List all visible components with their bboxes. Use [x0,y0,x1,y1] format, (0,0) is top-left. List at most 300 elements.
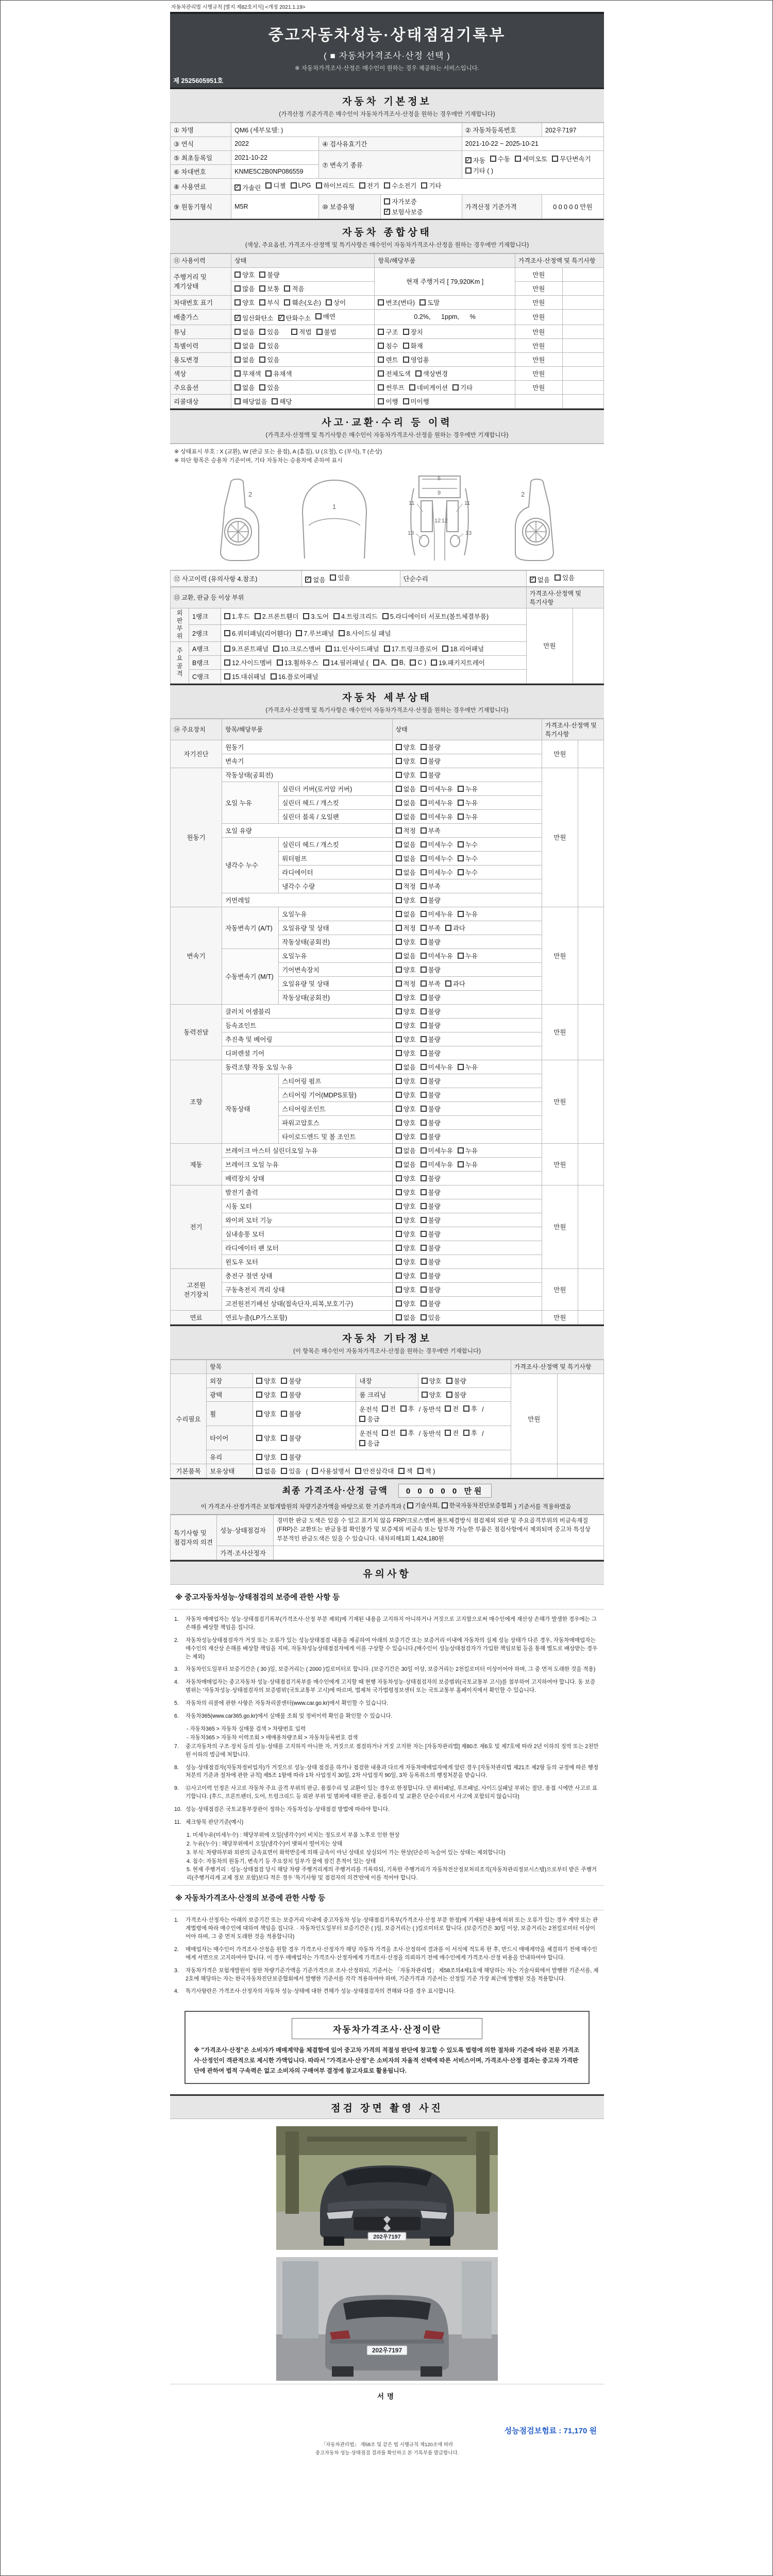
checkbox-양호[interactable] [256,1409,276,1418]
checkbox-썬루프[interactable] [378,383,404,392]
cell: ⑤ 최초등록일 [171,151,231,165]
cell: 기어변속장치 [279,962,392,976]
checkbox-영업용[interactable] [403,355,429,364]
checkbox-불량[interactable] [421,1188,441,1197]
checkbox-12.사이드멤버[interactable] [224,658,272,667]
checkbox-불량[interactable] [421,1215,441,1225]
checkbox-기타[interactable] [421,181,441,190]
checkbox-전체도색[interactable] [378,369,410,378]
checkbox-없음[interactable] [234,355,255,364]
empty-box-icon [396,1286,402,1293]
car-diagram-side-left [211,476,271,564]
checkbox-label: 불량 [428,1175,441,1182]
checkbox-없음[interactable] [234,383,255,392]
checkbox-불량[interactable] [421,965,441,974]
checkbox-있음[interactable] [259,383,279,392]
checkbox-해당[interactable] [272,397,292,406]
checkbox-있음[interactable] [259,341,279,350]
empty-box-icon [378,299,384,306]
checkbox-불량[interactable] [421,1229,441,1239]
checkbox-색상변경[interactable] [415,369,448,378]
empty-box-icon [403,398,409,404]
checkbox-누수[interactable] [458,840,478,849]
checkbox-label: 탄화수소 [285,315,311,322]
checkbox-부족[interactable] [421,882,441,891]
checkbox-무단변속기[interactable] [552,154,591,163]
checkbox-양호[interactable] [396,1132,416,1141]
checkbox-없음[interactable] [396,909,416,919]
cell: A랭크 [189,641,221,655]
checkbox-수동[interactable] [490,154,510,163]
checkbox-상이[interactable] [326,298,346,307]
checkbox-응급[interactable] [359,1438,379,1448]
cell: 파워고압호스 [279,1115,392,1129]
checkbox-B,[interactable] [392,659,406,666]
empty-box-icon [378,357,384,363]
notice-subitem: 3. 부식: 차량하부와 외판의 금속표면이 화학반응에 의해 금속이 아닌 상태로 상실되어 가는 현상(단순히 녹슬어 있는 상태는 제외합니다) [187,1849,506,1856]
checkbox-양호[interactable] [396,1090,416,1099]
checkbox-양호[interactable] [396,1229,416,1239]
checkbox-이행[interactable] [378,397,398,406]
checkbox-불량[interactable] [281,1390,301,1399]
checkbox-양호[interactable] [396,1271,416,1280]
notice-item-text: 성능·상태점검자(자동차정비업자)가 거짓으로 성능·상태 점검을 하거나 점검한 내용과 다르게 자동차매매업자에게 알린 경우 [자동차관리법 제21조 제2항 등의 규정에 따른 행정처분의 기준과 절차에 관한 규칙] 제5조 1항에 따라 1차 사업정지 30일, 2차 사업정지 90일, 3차 등록취소의 행정처분을 받습니다. [186,1764,599,1779]
checkbox-디젤[interactable] [265,181,285,190]
checkbox-불량[interactable] [421,895,441,905]
checkbox-미이행[interactable] [403,397,429,406]
checkbox-미세누유[interactable] [421,909,453,919]
checkbox-누수[interactable] [458,854,478,863]
checkbox-16.플로어패널[interactable] [271,672,318,681]
checkbox-불량[interactable] [281,1452,301,1462]
checkbox-양호[interactable] [396,756,416,766]
checkbox-불량[interactable] [421,1201,441,1211]
checkbox-일산화탄소[interactable] [234,313,273,323]
checkbox-무채색[interactable] [234,369,261,378]
checkbox-없음[interactable] [305,575,325,584]
checkbox-변조(변타)[interactable] [378,298,415,307]
checkbox-양호[interactable] [396,1215,416,1225]
page-title: 중고자동차성능·상태점검기록부 [268,27,506,44]
checkbox-사용설명서[interactable] [312,1466,350,1476]
checkbox-2.프론트휀더[interactable] [255,612,299,621]
checkbox-잭 )[interactable] [417,1466,435,1476]
checkbox-후[interactable] [463,1404,477,1413]
checkbox-19.패키지트레이[interactable] [431,658,485,667]
option-cell [392,1157,542,1171]
option-cell [392,962,542,976]
empty-box-icon [359,1440,365,1446]
checkbox-전[interactable] [382,1428,396,1437]
checkbox-전[interactable] [382,1404,396,1413]
cell: 경미한 판금 도색은 있을 수 있고 표기치 않음 FRP/크로스멤버 볼트체결방식 점검제외 외판 및 주요골격부위의 비금속재질(FRP)은 교환또는 판금용접 확인불가 및 보증제외 비금속 또는 탈부착 가능한 부품은 점검사항에서 제외되며 중고차 특성상 부분적인 판금도색은 있을 수 있습니다. 내차피해1회 1,424,180원 [274,1515,604,1546]
checkbox-있음[interactable] [259,355,279,364]
checkbox-누유[interactable] [458,812,478,821]
checkbox-누유[interactable] [458,1146,478,1155]
checkbox-불량[interactable] [421,1174,441,1183]
checkbox-양호[interactable] [256,1390,276,1399]
empty-box-icon [382,1405,388,1412]
checkbox-없음[interactable] [234,341,255,350]
checkbox-양호[interactable] [396,1257,416,1266]
option-cell [392,907,542,921]
checkbox-1.후드[interactable] [224,612,250,621]
cell: 2021-10-22 ~ 2025-10-21 [462,137,603,151]
checkbox-양호[interactable] [396,1048,416,1058]
checkbox-불량[interactable] [421,1285,441,1294]
empty-box-icon [421,1273,427,1279]
checkbox-누유[interactable] [458,798,478,807]
checkbox-불량[interactable] [421,1021,441,1030]
title-band [170,12,604,89]
empty-box-icon [396,967,402,973]
checkbox-미세누수[interactable] [421,868,453,877]
checkbox-양호[interactable] [422,1390,442,1399]
checkbox-부족[interactable] [421,826,441,835]
checkbox-LPG[interactable] [291,182,311,189]
checkbox-해당없음[interactable] [234,397,267,406]
checkbox-누유[interactable] [458,1160,478,1169]
checkbox-렌트[interactable] [378,355,398,364]
option-text: 이 가격조사·산정가격은 보험개발원의 차량기준가액을 바탕으로 한 기준가격과 ( [200,1503,406,1510]
checkbox-없음[interactable] [396,784,416,793]
checkbox-불량[interactable] [421,742,441,752]
checkbox-없음[interactable] [396,1313,416,1322]
checkbox-구조[interactable] [378,327,398,336]
checkbox-양호[interactable] [396,1174,416,1183]
option-cell [392,948,542,962]
checkbox-누유[interactable] [458,951,478,960]
checkbox-양호[interactable] [396,1243,416,1252]
checked-box-icon: ✓ [306,576,311,583]
checkbox-없음[interactable] [396,840,416,849]
cell: 수리필요 [171,1374,207,1464]
checkbox-불량[interactable] [421,1035,441,1044]
checkbox-불량[interactable] [446,1376,466,1385]
checkbox-세미오토[interactable] [515,154,547,163]
checkbox-양호[interactable] [396,965,416,974]
option-cell [392,1032,542,1046]
cell: 동력전달 [171,1004,222,1060]
empty-box-icon [421,1036,427,1042]
cell: 시동 모터 [222,1199,392,1213]
empty-box-icon [277,659,283,666]
checkbox-불량[interactable] [421,1104,441,1113]
notice-item [174,1819,600,1827]
checkbox-기타 ( )[interactable] [465,166,493,175]
cell [578,1060,603,1143]
checkbox-label: 불법 [324,329,337,336]
signature-space[interactable] [170,2401,604,2423]
checkbox-탄화수소[interactable] [278,313,311,323]
checkbox-네비게이션[interactable] [409,383,448,392]
checkbox-양호[interactable] [234,270,255,279]
cell: 클러치 어셈블리 [222,1004,392,1018]
checkbox-4.트렁크리드[interactable] [333,612,378,621]
checkbox-불량[interactable] [421,1299,441,1308]
price-cell: 만원 [515,367,562,381]
checkbox-label: 양호 [403,1258,416,1266]
checkbox-없음[interactable] [234,327,255,336]
checkbox-화재[interactable] [403,341,423,350]
checkbox-부식[interactable] [259,298,279,307]
checkbox-불량[interactable] [421,993,441,1002]
checkbox-미세누유[interactable] [421,1160,453,1169]
checkbox-14.필러패널 ([interactable] [323,658,368,667]
cell: 작동상태 [222,1074,279,1143]
checkbox-누유[interactable] [458,909,478,919]
checkbox-적정[interactable] [396,979,416,988]
checkbox-후[interactable] [463,1428,477,1437]
checkbox-불량[interactable] [421,1076,441,1086]
checkbox-누유[interactable] [458,784,478,793]
checkbox-8.사이드실 패널[interactable] [339,629,391,638]
checkbox-양호[interactable] [396,1118,416,1127]
checkbox-미세누유[interactable] [421,1062,453,1072]
notice-item-number: 4. [174,1679,179,1686]
checkbox-17.트렁크플로어[interactable] [384,644,438,653]
accident-parts-table-grid [170,587,604,684]
checkbox-하이브리드[interactable] [316,181,355,190]
checkbox-5.라디에이터 서포트(볼트체결부품)[interactable] [382,612,489,621]
option-cell [392,823,542,837]
empty-box-icon [421,1161,427,1167]
checkbox-없음[interactable] [256,1466,276,1476]
checkbox-없음[interactable] [396,1160,416,1169]
checkbox-있음[interactable] [421,1313,441,1322]
empty-box-icon [396,814,402,820]
checkbox-적법[interactable] [291,327,311,336]
checkbox-불량[interactable] [281,1433,301,1443]
checkbox-양호[interactable] [396,1104,416,1113]
checkbox-label: 18.리어패널 [450,645,484,653]
cell: 브레이크 마스터 실린더오일 누유 [222,1143,392,1157]
checkbox-자가보증[interactable] [384,197,416,206]
empty-box-icon [421,897,427,903]
empty-box-icon [224,630,230,636]
checkbox-있음[interactable] [259,327,279,336]
checkbox-보험사보증[interactable] [384,207,423,216]
option-cell [392,782,542,795]
checkbox-한국자동차진단보증협회[interactable] [442,1501,512,1510]
checkbox-불량[interactable] [421,1271,441,1280]
cell: 2021-10-22 [231,151,319,165]
checkbox-기술사회,[interactable] [407,1501,440,1510]
checkbox-미세누유[interactable] [421,1146,453,1155]
checkbox-후[interactable] [400,1404,414,1413]
notice-item-text: 가격조사·산정자는 아래의 보증기간 또는 보증거리 이내에 중고자동차 성능·상태점검기록부(가격조사·산정 부분 한정)에 기재된 내용에 허위 또는 오류가 있는 경우 계약 또는 관계법령에 따라 매수인에 대하여 책임을 집니다. · 자동차인도일부터 보증기간은 ( )일, 보증거리는 ( )킬로미터로 합니다. (보증기간은 30일 이상, 보증거리는 2천킬로미터 이상이어야 하며, 그 중 먼저 도래한 것을 적용합니다) [186,1917,598,1940]
checkbox-많음[interactable] [234,284,255,293]
option-cell [221,655,527,669]
checkbox-양호[interactable] [256,1376,276,1385]
checkbox-10.크로스멤버[interactable] [273,644,321,653]
checkbox-양호[interactable] [396,1188,416,1197]
checkbox-15.대쉬패널[interactable] [224,672,266,681]
option-cell [231,325,375,339]
section-summary-title: 자동차 종합상태 [342,227,432,238]
checkbox-없음[interactable] [530,575,550,584]
checkbox-label: 후 [408,1429,414,1437]
checkbox-18.리어패널[interactable] [442,644,484,653]
checkbox-양호[interactable] [396,770,416,779]
checkbox-없음[interactable] [396,854,416,863]
checkbox-label: 안전삼각대 [363,1467,394,1475]
checkbox-3.도어[interactable] [303,612,329,621]
empty-box-icon [446,1392,452,1398]
checkbox-미세누유[interactable] [421,798,453,807]
checkbox-양호[interactable] [396,1201,416,1211]
checkbox-미세누수[interactable] [421,840,453,849]
option-cell [392,1143,542,1157]
checkbox-전기[interactable] [359,181,379,190]
checkbox-과다[interactable] [445,923,465,933]
checkbox-부족[interactable] [421,923,441,933]
checkbox-유채색[interactable] [265,369,292,378]
checkbox-양호[interactable] [396,1285,416,1294]
checkbox-불량[interactable] [421,1007,441,1016]
section-details-note: (가격조사·산정액 및 특기사항은 매수인이 자동차가격조사·산정을 원하는 경우에만 기재합니다) [265,707,509,714]
checkbox-장치[interactable] [403,327,423,336]
checkbox-가솔린[interactable] [234,183,261,192]
empty-box-icon [421,1245,427,1251]
checkbox-C )[interactable] [410,659,426,666]
option-cell [392,768,542,782]
checkbox-누유[interactable] [458,1062,478,1072]
checkbox-양호[interactable] [396,993,416,1002]
checkbox-label: 매연 [323,313,335,320]
checkbox-11.인사이드패널[interactable] [326,644,379,653]
checkbox-양호[interactable] [396,937,416,946]
checkbox-양호[interactable] [256,1452,276,1462]
checkbox-불량[interactable] [259,270,279,279]
section-other-band [170,1325,604,1360]
checkbox-양호[interactable] [396,742,416,752]
checkbox-도말[interactable] [419,298,440,307]
checkbox-불량[interactable] [421,1048,441,1058]
checkbox-불량[interactable] [281,1376,301,1385]
empty-box-icon [396,1245,402,1251]
group-label-cell [171,608,189,641]
empty-box-icon [234,272,241,278]
checkbox-불량[interactable] [421,1257,441,1266]
checkbox-불량[interactable] [421,1132,441,1141]
checkbox-양호[interactable] [396,1021,416,1030]
notice-item [174,1679,600,1695]
checkbox-양호[interactable] [396,1035,416,1044]
empty-box-icon [458,814,464,820]
checkbox-없음[interactable] [396,798,416,807]
checkbox-양호[interactable] [396,1076,416,1086]
checkbox-양호[interactable] [396,1299,416,1308]
checkbox-있음[interactable] [554,573,575,582]
checkbox-없음[interactable] [396,868,416,877]
cell [562,367,603,381]
checkbox-미세누유[interactable] [421,784,453,793]
cell: 제동 [171,1143,222,1185]
checkbox-적음[interactable] [284,284,304,293]
checkbox-응급[interactable] [359,1414,379,1423]
checkbox-label: 장치 [410,329,423,336]
checkbox-매연[interactable] [315,312,335,321]
checkbox-불량[interactable] [421,1118,441,1127]
checkbox-label: 양호 [403,966,416,974]
checkbox-침수[interactable] [378,341,398,350]
checkbox-양호[interactable] [256,1433,276,1443]
checkbox-전[interactable] [445,1428,459,1437]
checkbox-불법[interactable] [316,327,337,336]
checkbox-전[interactable] [445,1404,459,1413]
checkbox-없음[interactable] [396,1062,416,1072]
checkbox-불량[interactable] [421,1243,441,1252]
checkbox-과다[interactable] [445,979,465,988]
checkbox-불량[interactable] [421,937,441,946]
checkbox-7.루브패널[interactable] [296,629,334,638]
checkbox-없음[interactable] [396,812,416,821]
checkbox-보통[interactable] [259,284,279,293]
option-cell [392,976,542,990]
checkbox-양호[interactable] [422,1376,442,1385]
checkbox-후[interactable] [400,1428,414,1437]
checkbox-9.프론트패널[interactable] [224,644,268,653]
checkbox-안전삼각대[interactable] [355,1466,394,1476]
checkbox-label: 없음 [403,841,416,849]
empty-box-icon [398,1468,405,1474]
empty-box-icon [421,1203,427,1209]
checkbox-불량[interactable] [421,1090,441,1099]
checkbox-적정[interactable] [396,826,416,835]
checkbox-있음[interactable] [281,1466,301,1476]
checkbox-적정[interactable] [396,923,416,933]
cell: 오일누유 [279,948,392,962]
checkbox-없음[interactable] [396,1146,416,1155]
cell: 광택 [207,1387,253,1401]
checkbox-6.쿼터패널(리어휀다)[interactable] [224,629,291,638]
checkbox-미세누유[interactable] [421,812,453,821]
checkbox-13.휠하우스[interactable] [277,658,318,667]
checkbox-양호[interactable] [396,1007,416,1016]
checkbox-양호[interactable] [396,895,416,905]
checkbox-불량[interactable] [281,1409,301,1418]
empty-box-icon [373,659,379,666]
checkbox-A,[interactable] [373,659,387,666]
checkbox-잭[interactable] [398,1466,412,1476]
section-other-note: (이 항목은 매수인이 자동차가격조사·산정을 원하는 경우에만 기재합니다) [293,1348,481,1354]
cell: 연료누출(LP가스포함) [222,1310,392,1324]
checkbox-양호[interactable] [234,298,255,307]
checkbox-기타[interactable] [452,383,473,392]
checkbox-있음[interactable] [330,573,350,582]
empty-box-icon [421,758,427,764]
empty-box-icon [396,994,402,1001]
checkbox-미세누수[interactable] [421,854,453,863]
notice-item-number: 1. [174,1616,179,1623]
checkbox-label: 전 [452,1429,459,1437]
checkbox-불량[interactable] [421,770,441,779]
checkbox-훼손(오손)[interactable] [284,298,321,307]
option-cell [392,865,542,879]
notice-item-number: 11. [174,1819,181,1825]
checkbox-누수[interactable] [458,868,478,877]
final-price-amount: 0 0 0 0 0 만원 [398,1484,492,1498]
checkbox-미세누유[interactable] [421,951,453,960]
checkbox-자동[interactable] [465,156,485,165]
checkbox-수소전기[interactable] [384,181,416,190]
checkbox-적정[interactable] [396,882,416,891]
checkbox-불량[interactable] [446,1390,466,1399]
checkbox-불량[interactable] [421,756,441,766]
checkbox-없음[interactable] [396,951,416,960]
checkbox-부족[interactable] [421,979,441,988]
